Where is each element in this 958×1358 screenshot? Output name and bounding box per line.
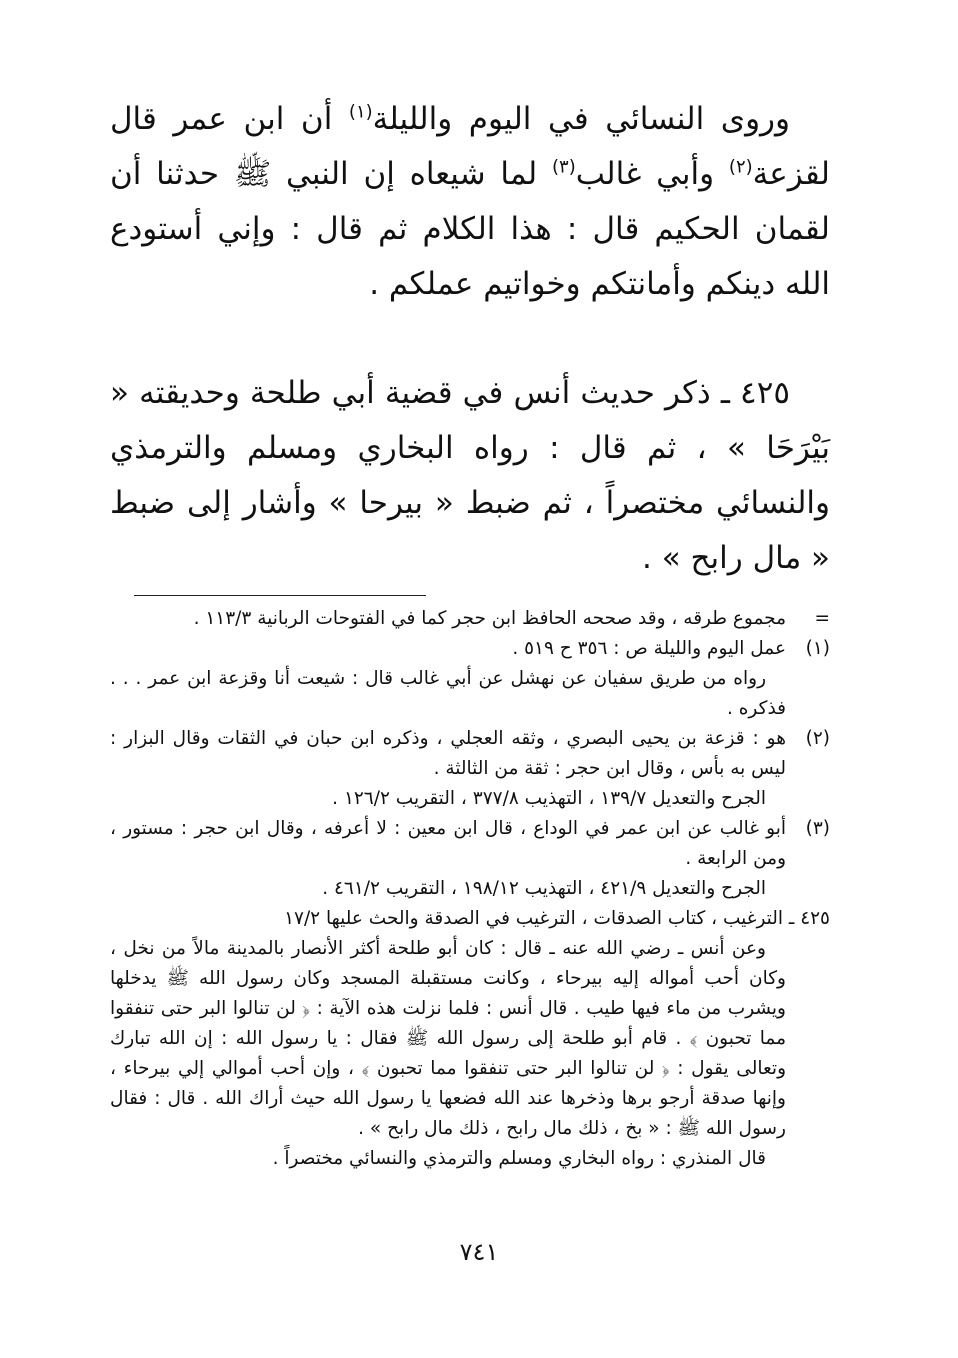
footnote-1-number: (١) xyxy=(805,638,830,659)
hadith-body xyxy=(110,934,830,1174)
footnote-continuation xyxy=(110,604,830,634)
main-paragraph-1 xyxy=(110,92,830,312)
footnotes xyxy=(110,604,830,1174)
para1-text-2: أن ابن عمر قال لقزعة xyxy=(110,101,830,192)
hadith-heading: ٤٢٥ ـ الترغيب ، كتاب الصدقات ، الترغيب في الصدقة والحث عليها ١٧/٢ xyxy=(284,908,830,929)
footnote-1-source: عمل اليوم والليلة ص : ٣٥٦ ح ٥١٩ . xyxy=(512,638,786,659)
para1-text-3: وأبي غالب xyxy=(575,156,729,192)
footnote-2-references: الجرح والتعديل ١٣٩/٧ ، التهذيب ٣٧٧/٨ ، التقريب ١٢٦/٢ . xyxy=(332,788,766,809)
page-number: ٧٤١ xyxy=(459,1238,499,1266)
footnote-1 xyxy=(110,634,830,724)
footnote-ref-2[interactable]: (٢) xyxy=(728,156,753,178)
footnote-2-number: (٢) xyxy=(805,728,830,749)
mundhiri-note: قال المنذري : رواه البخاري ومسلم والترمذي والنسائي مختصراً . xyxy=(272,1148,766,1169)
hadith-text: وعن أنس ـ رضي الله عنه ـ قال : كان أبو طلحة أكثر الأنصار بالمدينة مالاً من نخل ، وكان أحب أمواله إليه بيرحاء ، وكانت مستقبلة المسجد وكان رسول الله ﷺ يدخلها ويشرب من ماء فيها طيب . قال أنس : فلما نزلت هذه الآية : ﴿ لن تنالوا البر حتى تنفقوا مما تحبون ﴾ . قام أبو طلحة إلى رسول الله ﷺ فقال : يا رسول الله : إن الله تبارك وتعالى يقول : ﴿ لن تنالوا البر حتى تنفقوا مما تحبون ﴾ ، وإن أحب أموالي إلي بيرحاء ، وإنها صدقة أرجو برها وذخرها عند الله فضعها يا رسول الله حيث أراك الله . قال : فقال رسول الله ﷺ : « بخ ، ذلك مال رابح ، ذلك مال رابح » . xyxy=(110,938,786,1139)
footnote-ref-1[interactable]: (١) xyxy=(348,101,373,123)
para1-text-1: وروى النسائي في اليوم والليلة xyxy=(372,101,790,137)
footnote-2 xyxy=(110,724,830,814)
page-content xyxy=(110,92,830,1174)
continuation-marker: = xyxy=(814,608,830,629)
footnote-3 xyxy=(110,814,830,904)
main-paragraph-2: ٤٢٥ ـ ذكر حديث أنس في قضية أبي طلحة وحديقته « بَيْرَحَا » ، ثم قال : رواه البخاري ومسلم والترمذي والنسائي مختصراً ، ثم ضبط « بيرحا » وأشار إلى ضبط « مال رابح » . xyxy=(110,375,830,576)
footnote-separator xyxy=(134,595,426,596)
footnote-ref-3[interactable]: (٣) xyxy=(552,156,576,178)
footnote-3-number: (٣) xyxy=(805,818,830,839)
footnote-2-text: هو : قزعة بن يحيى البصري ، وثقه العجلي ، وذكره ابن حبان في الثقات وقال البزار : ليس به بأس ، وقال ابن حجر : ثقة من الثالثة . xyxy=(110,728,786,779)
footnote-3-text: أبو غالب عن ابن عمر في الوداع ، قال ابن معين : لا أعرفه ، وقال ابن حجر : مستور ، ومن الرابعة . xyxy=(110,818,786,869)
continuation-text: مجموع طرقه ، وقد صححه الحافظ ابن حجر كما في الفتوحات الربانية ١١٣/٣ . xyxy=(193,608,786,629)
footnote-3-references: الجرح والتعديل ٤٢١/٩ ، التهذيب ١٩٨/١٢ ، التقريب ٤٦١/٢ . xyxy=(322,878,766,899)
para1-text-4: لما شيعاه إن النبي ﷺ حدثنا أن لقمان الحكيم قال : هذا الكلام ثم قال : وإني أستودع الله دينكم وأمانتكم وخواتيم عملكم . xyxy=(110,156,830,302)
footnote-1-detail: رواه من طريق سفيان عن نهشل عن أبي غالب قال : شيعت أنا وقزعة ابن عمر . . . فذكره . xyxy=(110,668,786,719)
